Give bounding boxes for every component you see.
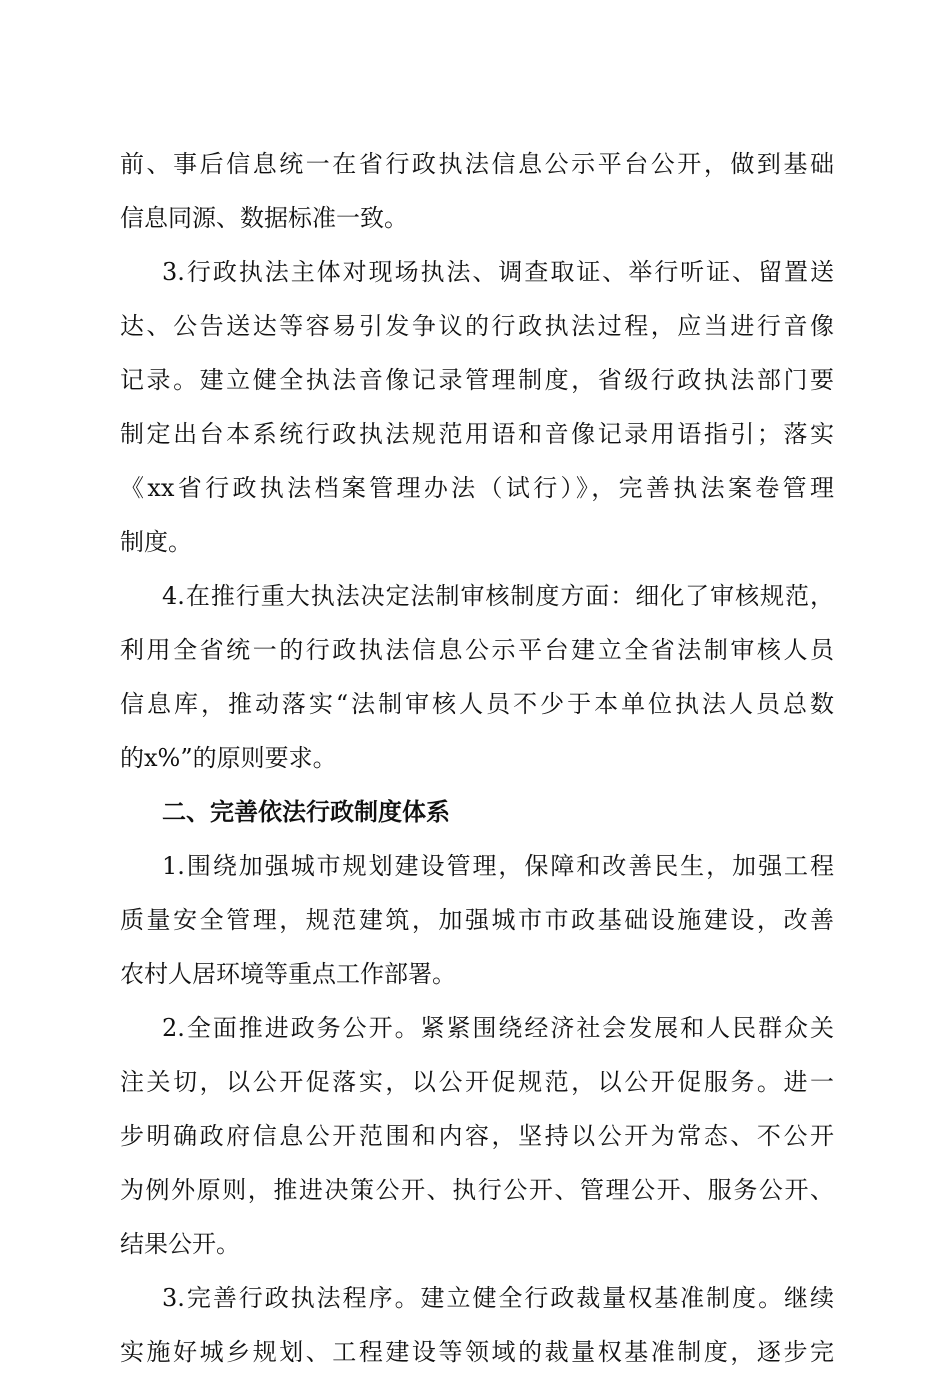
text-line: 1.围绕加强城市规划建设管理，保障和改善民生，加强工程 (162, 852, 834, 880)
paragraph-item-3-enforcement-procedure (120, 1271, 834, 1379)
text-line: 制度。 (120, 528, 192, 556)
text-line: 的x%”的原则要求。 (120, 744, 337, 772)
text-line: 信息同源、数据标准一致。 (120, 204, 408, 232)
text-line: 信息库，推动落实“法制审核人员不少于本单位执法人员总数 (120, 690, 834, 718)
text-line: 实施好城乡规划、工程建设等领域的裁量权基准制度，逐步完 (120, 1338, 834, 1366)
text-line: 3.行政执法主体对现场执法、调查取证、举行听证、留置送 (162, 258, 834, 286)
text-line: 农村人居环境等重点工作部署。 (120, 960, 456, 988)
paragraph-item-4-legal-review (120, 569, 834, 785)
section-heading: 二、完善依法行政制度体系 (162, 798, 450, 826)
text-line: 为例外原则，推进决策公开、执行公开、管理公开、服务公开、 (120, 1176, 834, 1204)
text-line: 制定出台本系统行政执法规范用语和音像记录用语指引；落实 (120, 420, 834, 448)
text-line: 前、事后信息统一在省行政执法信息公示平台公开，做到基础 (120, 150, 834, 178)
text-line: 达、公告送达等容易引发争议的行政执法过程，应当进行音像 (120, 312, 834, 340)
text-line: 步明确政府信息公开范围和内容，坚持以公开为常态、不公开 (120, 1122, 834, 1150)
text-line: 注关切，以公开促落实，以公开促规范，以公开促服务。进一 (120, 1068, 834, 1096)
document-page (120, 137, 834, 1379)
text-line: 《xx省行政执法档案管理办法（试行）》，完善执法案卷管理 (120, 474, 834, 502)
text-line: 结果公开。 (120, 1230, 240, 1258)
text-line: 2.全面推进政务公开。紧紧围绕经济社会发展和人民群众关 (162, 1014, 834, 1042)
text-line: 利用全省统一的行政执法信息公示平台建立全省法制审核人员 (120, 636, 834, 664)
paragraph-continuation (120, 137, 834, 245)
text-line: 质量安全管理，规范建筑，加强城市市政基础设施建设，改善 (120, 906, 834, 934)
paragraph-item-1-urban-planning (120, 839, 834, 1001)
paragraph-item-2-government-affairs-openness (120, 1001, 834, 1271)
text-line: 4.在推行重大执法决定法制审核制度方面：细化了审核规范， (162, 582, 834, 610)
text-line: 记录。建立健全执法音像记录管理制度，省级行政执法部门要 (120, 366, 834, 394)
paragraph-item-3-audio-video-records (120, 245, 834, 569)
text-line: 3.完善行政执法程序。建立健全行政裁量权基准制度。继续 (162, 1284, 834, 1312)
